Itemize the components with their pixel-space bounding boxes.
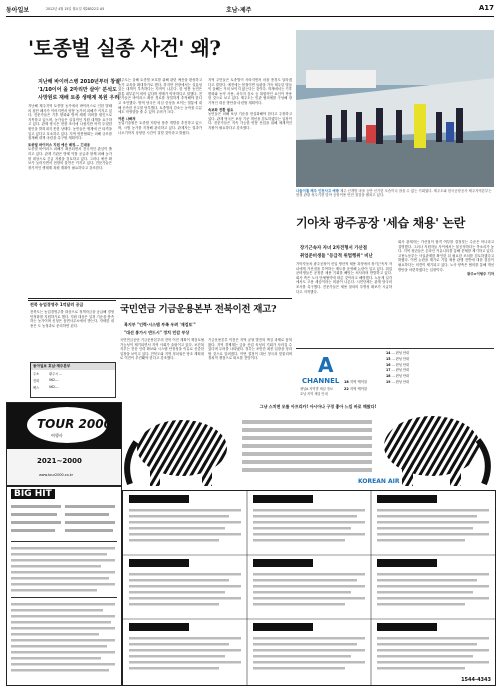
left-col-rule [28, 300, 116, 301]
lead-subhead-3: 사망원로 재배 토종 생태계 복원 우려 [38, 95, 120, 101]
schedule-text: … 편성 안내 [391, 362, 409, 367]
pension-headline: 국민연금 기금운용본부 전북이전 재고? [120, 304, 277, 315]
lead-subhead-2: '1/10이어 올 2마리만 살아' 분석도 [38, 87, 117, 93]
bighit-logo: BIG HIT [11, 489, 55, 499]
gwangju-byline: 광주=이형주 기자 [467, 272, 494, 277]
lead-bottom-rule [28, 298, 292, 299]
lecture-notice-body: 전북도는 농업경영주를 대상으로 정책자금을 공급해 경영 안정화를 지원하기로 했다. 지원 대상은 일정 기준을 충족하는 농가이며 신청은 읍면사무소에서 받는다. 자세한 내용은 도 농정과로 문의하면 된다. [30, 310, 114, 328]
bighit-ad[interactable] [6, 486, 122, 686]
airline-logo: KOREAN AIR [358, 478, 400, 485]
schedule-num: 17 [386, 368, 391, 373]
channel-brand: CHANNEL [302, 377, 340, 385]
channel-schedule [386, 351, 492, 397]
tour2000-year: 2021~2000 [37, 457, 82, 465]
tour2000-ad[interactable] [6, 402, 122, 486]
schedule-text: … 편성 안내 [391, 379, 409, 384]
masthead [6, 4, 494, 17]
page-number: A17 [478, 4, 494, 12]
airport-photo-image [296, 30, 494, 187]
schedule-text: … 편성 안내 [391, 351, 409, 355]
travel-listings-grid [123, 491, 495, 685]
gwangju-subhead-1: 장기근속자 자녀 2차전형서 가산점 [300, 246, 368, 251]
schedule-text: … 편성 안내 [391, 368, 409, 373]
lead-section-label-2: 속보화 전환 필요 [208, 107, 234, 112]
info-row-value: 062-... [49, 385, 60, 389]
schedule-num: 18 [386, 374, 391, 379]
travel-phone: 1544-4343 [461, 677, 491, 683]
channel-row-desc: 지역 케이블 [349, 380, 368, 384]
photo-caption [296, 189, 494, 205]
channel-box [296, 348, 494, 399]
lead-body-col3: 지역 주민들은 토종벌이 사라지면서 마을 풍경도 달라졌다고 말한다. 예전에는 봄철이면 들판을 가득 채우던 벌들이 올해는 거의 보이지 않는다는 것이다. 학계에서는 기후 변화와 농약 사용, 서식지 감소 등 복합적인 요인이 작용한 것으로 보고 있다. 제주도는 민관 협의체를 구성해 장기적인 대응 방안을 마련할 계획이다. 속보화 전환 필요 농민들은 피해 보상 기준을 현실화해야 한다고 주장하고 있다. 관계 당국은 보상 기준 개선을 검토하겠다는 입장이다. 전문가들은 지속 가능한 양봉 산업을 위해 체계적인 지원이 필요하다고 강조했다. [208, 78, 292, 130]
section-name: 호남·제주 [226, 7, 252, 14]
lead-sub-box: 토종벌 바이러스 지원 예산 배정... 긴대응 [28, 142, 91, 147]
bighit-listing [7, 487, 121, 685]
schedule-num: 14 [386, 351, 391, 355]
gwangju-subhead-2: 취업준비생들 "등급적 위법행위" 비난 [300, 254, 373, 259]
channel-line1: 채널A 지역별 채널 정보 [300, 387, 333, 391]
schedule-row [386, 380, 492, 386]
schedule-text: … 편성 안내 [391, 374, 409, 379]
schedule-text: … 편성 안내 [391, 356, 409, 361]
africa-ad-header: 그냥 스치면 모를 아프리카! 아시아나 구경 좋아 느낌 바로 해왔다! [259, 404, 377, 409]
lead-subhead-1: 지난해 바이러스병 2010년부터 창궐 [38, 79, 120, 85]
info-row-label: 주소 [33, 372, 40, 376]
tour2000-sub: 여행사 [51, 433, 63, 438]
info-row-label: 팩스 [33, 386, 40, 390]
info-row-value: 062-... [49, 378, 60, 382]
paper-name: 동아일보 [6, 7, 30, 14]
date-line: 2012년 4월 15일 월요일 제28522호 A5 [46, 7, 105, 11]
lead-body-col1: 지난해 제주지역 토종벌 농가에서 바이러스로 인한 벌떼의 집단 폐사가 이어지면서 양봉 농가의 피해가 커지고 있다. 전문가들은 기후 변화와 방역 체계 미비를 원인으로 지목하고 있으며, 농가들은 실질적인 지원 대책을 요구하고 있다. 관계 당국은 현장 조사에 나섰지만 아직 뚜렷한 원인을 밝혀내지 못한 상태다. 농민들은 생계에 큰 타격을 입고 있다고 호소하고 있다. 지역 양봉협회는 피해 규모를 집계해 대책 마련을 촉구할 계획이다. 토종벌 바이러스 지원 예산 배정... 긴대응 토종벌 바이러스 피해가 확산되면서 전국적인 관심이 쏠리고 있다. 관계 기관은 방제 약품 공급과 함께 피해 농가를 대상으로 긴급 지원을 검토하고 있다. 그러나 예산 확보가 늦어지면서 현장의 불만은 커지고 있다. 전문가들은 장기적인 생태계 복원 계획이 필요하다고 강조한다. [28, 104, 112, 170]
info-row [31, 377, 115, 384]
channel-row [344, 379, 367, 384]
lead-headline: '토종벌 실종 사건' 왜? [28, 36, 221, 60]
travel-listings-ad[interactable] [122, 490, 496, 686]
info-row-value: 광주시 ... [49, 372, 63, 376]
channel-row-ch: 18 [344, 380, 349, 384]
tour2000-logo: TOUR 2000 [37, 417, 112, 431]
channel-row [344, 386, 367, 391]
pension-body-col2: 기금운용본부 이전은 지역 균형 발전의 핵심 과제로 꼽혀 왔다. 지역 경제계는 금융 산업 육성의 기회가 사라질 수 있다며 우려를 나타냈다. 정부는 조만간 최종 입장을 정리할 것으로 알려졌다. 이번 결정이 대선 정국과 맞물리며 정치적 쟁점으로 떠오를 전망이다. [208, 338, 292, 361]
airport-photo [296, 30, 494, 187]
lead-body-col2: 제주도는 올해 토종벌 보호를 위해 관련 예산을 편성하고 농가 교육을 확대하기로 했다. 하지만 현장에서는 실효성 있는 대책이 부족하다는 지적이 나온다. 한 양봉 농민은 벌통 대부분이 비어 있다며 생계가 막막하다고 말했다. 전문가들은 바이러스 확산 경로를 정밀하게 추적해야 한다고 조언했다. 방역 당국은 의심 증상을 보이는 벌통에 대해 신속한 신고를 당부했다. 토종벌의 감소는 농작물 수분에도 악영향을 줄 수 있어 우려가 크다. 여론 나빠져 농업기술원은 토종벌 저항성 품종 개발을 추진하고 있으며, 시범 농가를 지정해 관리하고 있다. 관계자는 결과가 나오기까지 상당한 시간이 걸릴 것이라고 밝혔다. [118, 78, 202, 135]
pension-subhead-1: 복지부 "인력·시스템 부족 우려 '재검토'" [124, 322, 196, 327]
info-row-label: 전화 [33, 379, 40, 383]
channel-row-ch: 22 [344, 387, 349, 391]
gwangju-body-col1: 기아자동차 광주공장이 신입 생산직 채용 과정에서 장기근속자 자녀에게 가산점을 부여하는 제도를 운영해 논란이 일고 있다. 취업준비생들은 공정한 채용 기회를 빼앗는 처사라며 반발하고 있다. 회사 측은 노사 단체협약에 따른 것이라고 해명했다. 노동계 일각에서도 고용 세습이라는 비판이 나온다. 시민단체는 관계 당국의 조사를 촉구했다. 전문가들은 채용 절차의 투명성 확보가 시급하다고 지적했다. [296, 262, 392, 294]
pension-body-col1: 국민연금공단 기금운용본부의 전북 이전 계획이 재검토될 가능성이 제기되면서 지역 사회가 술렁이고 있다. 보건복지부는 전문 인력 확보와 시스템 안정성을 이유로 신중한 입장을 보이고 있다. 전북도와 지역 정치권은 당초 계획대로 이전이 추진돼야 한다고 강조했다. [120, 338, 204, 361]
gwangju-body-col2: 회사 관계자는 가산점이 합격 여부를 결정짓는 수준은 아니라고 설명했다. 그러나 지원자들 사이에서는 불공정하다는 목소리가 높다. 지역 청년들은 온라인 커뮤니티를 통해 문제를 제기하고 있다. 고용노동부는 사실관계를 확인한 뒤 필요한 조치를 검토하겠다고 밝혔다. 이번 논란을 계기로 기업 채용 관행 전반에 대한 점검이 필요하다는 의견이 제기되고 있다. 노사 양측은 협의를 통해 개선 방안을 마련하겠다는 입장이다. 광주=이형주 기자 [398, 240, 494, 277]
lead-section-label-1: 여론 나빠져 [118, 116, 136, 121]
lecture-notice-title: 전북 농업경영주 1억달러 공급 [30, 302, 84, 307]
info-row [31, 370, 115, 377]
tour2000-hp: www.tour2000.co.kr [39, 473, 74, 477]
photo-caption-text: 제주 신개발 마을 등반 신기한 모습이나 참을 수 없는 기회였다. 제주도와 한국공항공사 제주지역본부는 봄철 관광 성수기를 맞아 공항이용 안전 점검을 펼치고 있다. [296, 189, 492, 198]
info-box-title: 동아일보 호남·제주본부 [31, 363, 115, 370]
pension-subhead-2: "대선 통가시 반드시" 정치 민감 부상 [124, 330, 190, 335]
info-box [30, 362, 116, 398]
info-row [31, 384, 115, 391]
channel-line2: 호남 지역 채널 안내 [300, 392, 328, 396]
elephant-zebra-art [122, 412, 494, 488]
schedule-num: 16 [386, 362, 391, 367]
schedule-num: 19 [386, 379, 391, 384]
africa-ad-art [122, 412, 494, 488]
gwangju-headline: 기아차 광주공장 '세습 채용' 논란 [296, 216, 466, 230]
schedule-num: 15 [386, 356, 391, 361]
photo-caption-title: 나들이철 제주 인천사고 예방 [296, 189, 339, 193]
channel-row-desc: 지역 케이블 [349, 387, 368, 391]
channel-logo: A [318, 353, 334, 377]
